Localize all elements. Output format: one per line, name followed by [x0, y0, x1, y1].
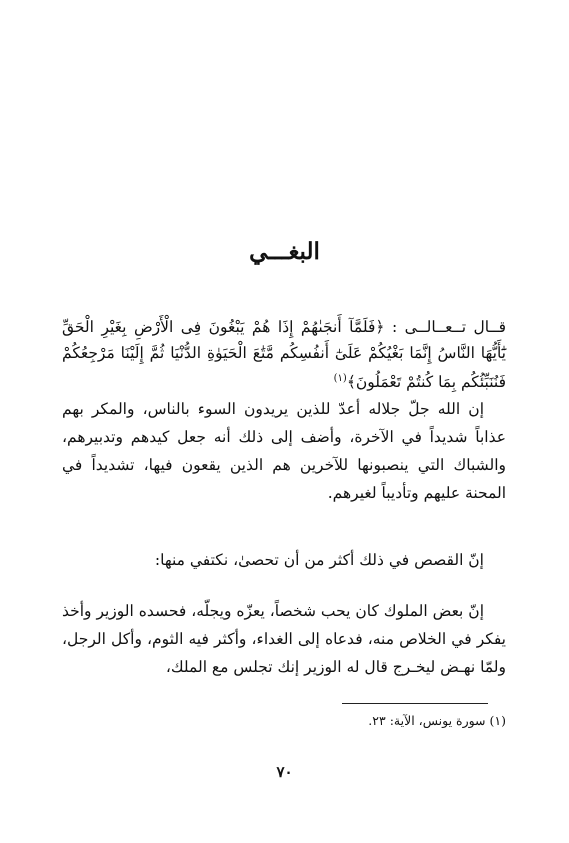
paragraph	[62, 395, 506, 507]
verse-intro: قــال تــعــالــى :	[391, 318, 506, 336]
paragraph-text: إن الله جلّ جلاله أعدّ للذين يريدون السوء بالناس، والمكر بهم عذاباً شديداً في الآخرة، وأضف إلى ذلك أنه جعل كيدهم وتدبيرهم، والشباك التي ينصبونها للآخرين هم الذين يقعون فيها، تشديداً في المحنة عليهم وتأديباً لغيرهم.	[62, 400, 506, 502]
footnote-divider	[342, 703, 488, 704]
paragraph	[62, 597, 506, 681]
footnote: (١) سورة يونس، الآية: ٢٣.	[368, 713, 506, 728]
paragraph	[62, 546, 506, 574]
footnote-reference: (١)	[333, 373, 347, 384]
paragraph-text: إنّ القصص في ذلك أكثر من أن تحصىٰ، نكتفي منها:	[154, 551, 484, 569]
verse-text: ﴿فَلَمَّآ أَنجَىٰهُمْ إِذَا هُمْ يَبْغُونَ فِى الْأَرْضِ بِغَيْرِ الْحَقِّ يَٰٓأَيُّهَا النَّاسُ إِنَّمَا بَغْيُكُمْ عَلَىٰٓ أَنفُسِكُم مَّتَٰعَ الْحَيَوٰةِ الدُّنْيَا ثُمَّ إِلَيْنَا مَرْجِعُكُمْ فَنُنَبِّئُكُم بِمَا كُنتُمْ تَعْمَلُونَ﴾	[62, 318, 506, 392]
paragraph-text: إنّ بعض الملوك كان يحب شخصاً، يعزّه ويجلّه، فحسده الوزير وأخذ يفكر في الخلاص منه، فدعاه إلى الغداء، وأكثر فيه الثوم، وأكل الرجل، ولمّا نهـض ليخـرج قال له الوزير إنك تجلس مع الملك،	[62, 602, 506, 676]
page-number: ٧٠	[276, 763, 293, 781]
chapter-title: البغـــي	[249, 238, 320, 265]
quran-verse-paragraph	[62, 314, 506, 395]
